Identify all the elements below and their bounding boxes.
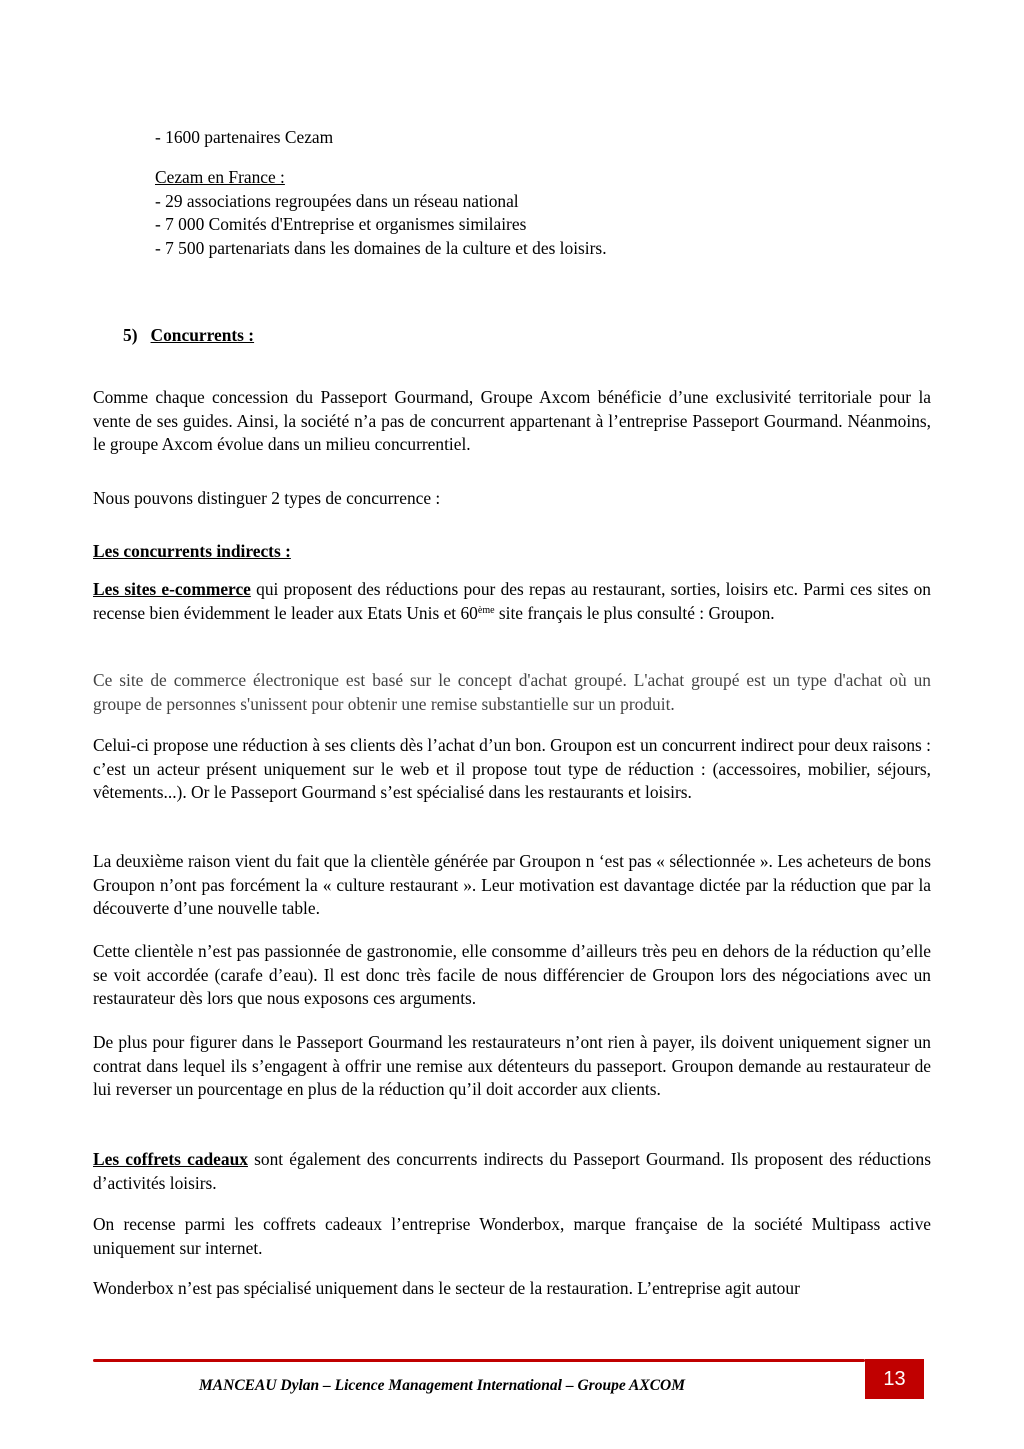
subheading-indirect: Les concurrents indirects : <box>93 541 291 561</box>
list-item: - 29 associations regroupées dans un réseau national <box>155 190 519 211</box>
paragraph-pricing: De plus pour figurer dans le Passeport Gourmand les restaurateurs n’ont rien à payer, ils doivent uniquement signer un contrat dans lequel ils s’engagent à offrir une remise aux détenteurs du passeport. Groupon demande au restaurateur de lui reverser un pourcentage en plus de la réduction qu’il doit accorder aux clients. <box>93 1032 931 1100</box>
list-item: - 7 000 Comités d'Entreprise et organismes similaires <box>155 214 527 235</box>
section-heading <box>123 324 961 348</box>
footer-text: MANCEAU Dylan – Licence Management International – Groupe AXCOM <box>199 1377 686 1394</box>
paragraph-gastronomy: Cette clientèle n’est pas passionnée de gastronomie, elle consomme d’ailleurs très peu en dehors de la réduction qu’elle se voit accordée (carafe d’eau). Il est donc très facile de nous différencier de Groupon lors des négociations avec un restaurateur dès lors que nous exposons ces arguments. <box>93 941 931 1009</box>
list-heading: Cezam en France : <box>155 167 285 187</box>
paragraph-ecommerce: Les sites e-commerce qui proposent des réductions pour des repas au restaurant, sorties, loisirs etc. Parmi ces sites on recense bien évidemment le leader aux Etats Unis et 60ème site français le plus consulté : Groupon. <box>93 579 931 623</box>
paragraph-intro: Comme chaque concession du Passeport Gourmand, Groupe Axcom bénéficie d’une exclusivité territoriale pour la vente de ses guides. Ainsi, la société n’a pas de concurrent appartenant à l’entreprise Passeport Gourmand. Néanmoins, le groupe Axcom évolue dans un milieu concurrentiel. <box>93 387 931 455</box>
paragraph-groupon-concept: Ce site de commerce électronique est basé sur le concept d'achat groupé. L'achat groupé est un type d'achat où un groupe de personnes s'unissent pour obtenir une remise substantielle sur un produit. <box>93 670 931 714</box>
list-item: - 7 500 partenariats dans les domaines de la culture et des loisirs. <box>155 237 607 258</box>
term-gift-boxes: Les coffrets cadeaux <box>93 1149 248 1169</box>
term-ecommerce: Les sites e-commerce <box>93 579 251 599</box>
section-number: 5) <box>123 325 138 345</box>
paragraph-wonderbox-sector: Wonderbox n’est pas spécialisé uniquement dans le secteur de la restauration. L’entreprise agit autour <box>93 1278 800 1298</box>
paragraph-wonderbox: On recense parmi les coffrets cadeaux l’entreprise Wonderbox, marque française de la société Multipass active uniquement sur internet. <box>93 1214 931 1258</box>
paragraph-types: Nous pouvons distinguer 2 types de concurrence : <box>93 488 441 508</box>
partners-line <box>155 126 915 150</box>
footer-divider <box>93 1359 865 1362</box>
page-number: 13 <box>865 1359 924 1399</box>
page-footer <box>93 1359 931 1399</box>
paragraph-groupon-reasons: Celui-ci propose une réduction à ses clients dès l’achat d’un bon. Groupon est un concurrent indirect pour deux raisons : c’est un acteur présent uniquement sur le web et il propose tout type de réduction : (accessoires, mobilier, séjours, vêtements...). Or le Passeport Gourmand s’est spécialisé dans les restaurants et loisirs. <box>93 735 931 803</box>
paragraph-gift-boxes: Les coffrets cadeaux sont également des concurrents indirects du Passeport Gourmand. Ils proposent des réductions d’activités loisirs. <box>93 1149 931 1193</box>
paragraph-clientele: La deuxième raison vient du fait que la clientèle générée par Groupon n ‘est pas « sélectionnée ». Les acheteurs de bons Groupon n’ont pas forcément la « culture restaurant ». Leur motivation est davantage dictée par la réduction que par la découverte d’une nouvelle table. <box>93 851 931 919</box>
cezam-france-list <box>155 166 915 260</box>
list-item: - 1600 partenaires Cezam <box>155 127 334 147</box>
section-title: Concurrents : <box>150 325 255 345</box>
